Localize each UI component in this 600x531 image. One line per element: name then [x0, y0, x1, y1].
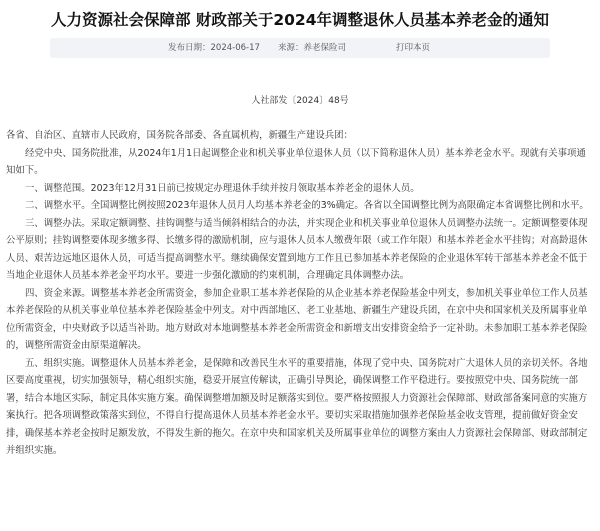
body-paragraph: 经党中央、国务院批准，从2024年1月1日起调整企业和机关事业单位退休人员（以下简称退休人员）基本养老金水平。现就有关事项通知如下。	[6, 147, 586, 176]
body-paragraph: 四、资金来源。调整基本养老金所需资金，参加企业职工基本养老保险的从企业基本养老保险基金中列支，参加机关事业单位工作人员基本养老保险的从机关事业单位基本养老保险基金中列支。对中西部地区、老工业基地、新疆生产建设兵团，在京中央和国家机关及所属事业单位所需资金，中央财政予以适当补助。地方财政对本地调整基本养老金所需资金和新增支出安排资金给予一定补助。未参加职工基本养老保险的，调整所需资金由原渠道解决。	[6, 287, 588, 351]
source-label: 来源：养老保险司	[278, 43, 347, 53]
print-link[interactable]: 打印本页	[396, 43, 431, 53]
publish-date: 发布日期：2024-06-17	[168, 43, 260, 53]
document-number: 人社部发〔2024〕48号	[251, 96, 349, 106]
body-paragraph: 三、调整办法。采取定额调整、挂钩调整与适当倾斜相结合的办法，并实现企业和机关事业单位退休人员调整办法统一。定额调整要体现公平原则；挂钩调整要体现多缴多得、长缴多得的激励机制，应与退休人员本人缴费年限（或工作年限）和基本养老金水平挂钩；对高龄退休人员、艰苦边远地区退休人员，可适当提高调整水平。继续确保安置到地方工作且已参加基本养老保险的企业退休军转干部基本养老金不低于当地企业退休人员基本养老金平均水平。要进一步强化激励的约束机制，合理确定具体调整办法。	[6, 217, 588, 281]
body-paragraph: 五、组织实施。调整退休人员基本养老金，是保障和改善民生水平的重要措施，体现了党中央、国务院对广大退休人员的亲切关怀。各地区要高度重视，切实加强领导，精心组织实施，稳妥开展宣传解读，正确引导舆论，确保调整工作平稳进行。要按照党中央、国务院统一部署，结合本地区实际，制定具体实施方案。确保调整增加额及时足额落实到位。要严格按照报人力资源社会保障部、财政部备案同意的实施方案执行。把各项调整政策落实到位，不得自行提高退休人员基本养老金水平。要切实采取措施加强养老保险基金收支管理，提前做好资金安排，确保基本养老金按时足额发放，不得发生新的拖欠。在京中央和国家机关及所属事业单位的调整方案由人力资源社会保障部、财政部制定并组织实施。	[6, 357, 588, 456]
addressee-paragraph: 各省、自治区、直辖市人民政府，国务院各部委、各直属机构，新疆生产建设兵团：	[6, 130, 353, 141]
meta-bar	[50, 38, 550, 58]
page-title: 人力资源社会保障部 财政部关于2024年调整退休人员基本养老金的通知	[50, 11, 550, 29]
article-body	[6, 127, 592, 460]
body-paragraph: 二、调整水平。全国调整比例按照2023年退休人员月人均基本养老金的3%确定。各省以全国调整比例为高限确定本省调整比例和水平。	[25, 200, 589, 211]
body-paragraph: 一、调整范围。2023年12月31日前已按规定办理退休手续并按月领取基本养老金的退休人员。	[25, 182, 420, 194]
